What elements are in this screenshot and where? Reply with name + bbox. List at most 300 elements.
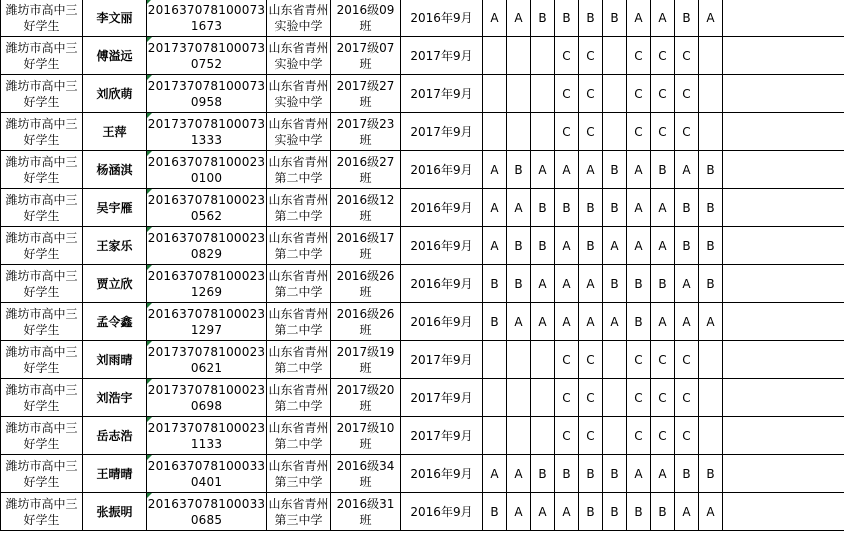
- student-id-line-1: 201637078100023: [147, 306, 266, 321]
- empty-cell[interactable]: [723, 227, 844, 265]
- grade-cell[interactable]: A: [555, 265, 579, 303]
- grade-cell[interactable]: B: [555, 189, 579, 227]
- empty-cell[interactable]: [723, 265, 844, 303]
- grade-cell[interactable]: [603, 379, 627, 417]
- grade-cell[interactable]: B: [507, 227, 531, 265]
- grade-cell[interactable]: [507, 417, 531, 455]
- student-id-line-1: 201637078100023: [147, 268, 266, 283]
- grade-cell[interactable]: [507, 75, 531, 113]
- school-cell[interactable]: [267, 303, 331, 341]
- table-row: [1, 37, 844, 75]
- class-cell[interactable]: 2016级09班: [331, 0, 401, 37]
- grade-cell[interactable]: [699, 417, 723, 455]
- grade-cell[interactable]: A: [483, 455, 507, 493]
- student-id-cell[interactable]: [147, 0, 267, 37]
- grade-cell[interactable]: B: [603, 265, 627, 303]
- grade-cell[interactable]: B: [579, 0, 603, 37]
- class-cell[interactable]: 2016级26班: [331, 303, 401, 341]
- cell-comment-marker-icon: [147, 113, 152, 118]
- honor-cell[interactable]: [1, 303, 83, 341]
- student-id-line-2: 0752: [190, 56, 223, 71]
- student-id-cell[interactable]: [147, 189, 267, 227]
- grade-cell[interactable]: [483, 75, 507, 113]
- grade-cell[interactable]: A: [531, 265, 555, 303]
- student-name-cell[interactable]: 孟令鑫: [83, 303, 147, 341]
- school-line-1: 山东省青州: [268, 230, 329, 245]
- grade-cell[interactable]: B: [483, 303, 507, 341]
- honor-cell[interactable]: [1, 493, 83, 531]
- grade-cell[interactable]: A: [627, 189, 651, 227]
- grade-cell[interactable]: B: [651, 265, 675, 303]
- student-name-cell[interactable]: 傅溢远: [83, 37, 147, 75]
- grade-cell[interactable]: C: [579, 417, 603, 455]
- school-cell[interactable]: [267, 75, 331, 113]
- enrollment-date-cell[interactable]: 2016年9月: [401, 493, 483, 531]
- grade-cell[interactable]: C: [651, 113, 675, 151]
- grade-cell[interactable]: B: [675, 189, 699, 227]
- student-id-cell[interactable]: [147, 493, 267, 531]
- table-row: [1, 227, 844, 265]
- enrollment-date-cell[interactable]: 2017年9月: [401, 417, 483, 455]
- grade-cell[interactable]: [603, 75, 627, 113]
- student-id-line-2: 1297: [190, 322, 223, 337]
- student-id-cell[interactable]: [147, 303, 267, 341]
- enrollment-date-cell[interactable]: 2016年9月: [401, 303, 483, 341]
- grade-cell[interactable]: A: [531, 151, 555, 189]
- student-id-line-1: 201737078100073: [147, 40, 266, 55]
- honor-cell[interactable]: [1, 113, 83, 151]
- grade-cell[interactable]: [699, 75, 723, 113]
- school-cell[interactable]: [267, 0, 331, 37]
- empty-cell[interactable]: [723, 0, 844, 37]
- grade-cell[interactable]: C: [675, 37, 699, 75]
- grade-cell[interactable]: B: [603, 151, 627, 189]
- grade-cell[interactable]: B: [675, 227, 699, 265]
- honor-cell[interactable]: [1, 75, 83, 113]
- grade-cell[interactable]: A: [603, 303, 627, 341]
- grade-cell[interactable]: B: [579, 493, 603, 531]
- grade-cell[interactable]: C: [675, 379, 699, 417]
- honor-line-2: 好学生: [23, 132, 60, 147]
- student-id-cell[interactable]: [147, 265, 267, 303]
- grade-cell[interactable]: A: [699, 493, 723, 531]
- grade-cell[interactable]: C: [627, 75, 651, 113]
- grade-cell[interactable]: B: [603, 493, 627, 531]
- grade-cell[interactable]: A: [651, 303, 675, 341]
- grade-cell[interactable]: A: [651, 0, 675, 37]
- grade-cell[interactable]: [699, 37, 723, 75]
- empty-cell[interactable]: [723, 303, 844, 341]
- school-cell[interactable]: [267, 113, 331, 151]
- grade-cell[interactable]: C: [555, 75, 579, 113]
- grade-cell[interactable]: B: [531, 0, 555, 37]
- grade-cell[interactable]: B: [555, 455, 579, 493]
- grade-cell[interactable]: A: [651, 189, 675, 227]
- student-id-line-1: 201737078100073: [147, 116, 266, 131]
- student-id-line-2: 1269: [190, 284, 223, 299]
- school-line-1: 山东省青州: [268, 420, 329, 435]
- grade-cell[interactable]: B: [627, 303, 651, 341]
- honor-cell[interactable]: [1, 189, 83, 227]
- grade-cell[interactable]: B: [603, 455, 627, 493]
- cell-comment-marker-icon: [147, 417, 152, 422]
- student-id-cell[interactable]: [147, 341, 267, 379]
- grade-cell[interactable]: A: [603, 227, 627, 265]
- grade-cell[interactable]: B: [699, 227, 723, 265]
- student-id-line-1: 201737078100023: [147, 382, 266, 397]
- student-name-cell[interactable]: 刘雨晴: [83, 341, 147, 379]
- school-line-2: 第二中学: [274, 322, 323, 337]
- student-id-cell[interactable]: [147, 455, 267, 493]
- grade-cell[interactable]: A: [675, 151, 699, 189]
- school-cell[interactable]: [267, 227, 331, 265]
- school-line-1: 山东省青州: [268, 116, 329, 131]
- student-id-cell[interactable]: [147, 113, 267, 151]
- school-line-1: 山东省青州: [268, 306, 329, 321]
- honor-cell[interactable]: [1, 341, 83, 379]
- grade-cell[interactable]: A: [675, 303, 699, 341]
- grade-cell[interactable]: [531, 379, 555, 417]
- grade-cell[interactable]: C: [555, 37, 579, 75]
- class-cell[interactable]: 2017级20班: [331, 379, 401, 417]
- empty-cell[interactable]: [723, 379, 844, 417]
- student-name-cell[interactable]: 王晴晴: [83, 455, 147, 493]
- grade-cell[interactable]: [603, 37, 627, 75]
- student-id-line-1: 201737078100073: [147, 78, 266, 93]
- grade-cell[interactable]: A: [627, 455, 651, 493]
- class-cell[interactable]: 2016级26班: [331, 265, 401, 303]
- grade-cell[interactable]: A: [555, 227, 579, 265]
- table-row: [1, 493, 844, 531]
- grade-cell[interactable]: B: [483, 493, 507, 531]
- empty-cell[interactable]: [723, 189, 844, 227]
- grade-cell[interactable]: C: [579, 113, 603, 151]
- grade-cell[interactable]: C: [627, 417, 651, 455]
- enrollment-date-cell[interactable]: 2016年9月: [401, 151, 483, 189]
- empty-cell[interactable]: [723, 417, 844, 455]
- honor-line-1: 潍坊市高中三: [5, 344, 78, 359]
- class-cell[interactable]: 2017级27班: [331, 75, 401, 113]
- empty-cell[interactable]: [723, 151, 844, 189]
- empty-cell[interactable]: [723, 37, 844, 75]
- grade-cell[interactable]: B: [483, 265, 507, 303]
- grade-cell[interactable]: B: [579, 227, 603, 265]
- grade-cell[interactable]: A: [579, 265, 603, 303]
- grade-cell[interactable]: C: [555, 379, 579, 417]
- table-row: [1, 341, 844, 379]
- enrollment-date-cell[interactable]: 2017年9月: [401, 37, 483, 75]
- student-id-line-1: 201637078100023: [147, 192, 266, 207]
- grade-cell[interactable]: C: [651, 75, 675, 113]
- enrollment-date-cell[interactable]: 2017年9月: [401, 113, 483, 151]
- empty-cell[interactable]: [723, 341, 844, 379]
- school-line-2: 实验中学: [274, 18, 323, 33]
- honor-line-2: 好学生: [23, 208, 60, 223]
- student-id-cell[interactable]: [147, 37, 267, 75]
- honor-cell[interactable]: [1, 151, 83, 189]
- student-id-line-2: 1133: [190, 436, 223, 451]
- grade-cell[interactable]: A: [507, 189, 531, 227]
- grade-cell[interactable]: C: [579, 341, 603, 379]
- grade-cell[interactable]: [507, 37, 531, 75]
- class-cell[interactable]: 2016级12班: [331, 189, 401, 227]
- school-cell[interactable]: [267, 37, 331, 75]
- honor-line-1: 潍坊市高中三: [5, 40, 78, 55]
- enrollment-date-cell[interactable]: 2016年9月: [401, 455, 483, 493]
- student-name-cell[interactable]: 贾立欣: [83, 265, 147, 303]
- grade-cell[interactable]: B: [579, 189, 603, 227]
- grade-cell[interactable]: B: [627, 265, 651, 303]
- cell-comment-marker-icon: [147, 75, 152, 80]
- grade-cell[interactable]: [483, 417, 507, 455]
- student-name-cell[interactable]: 刘欣萌: [83, 75, 147, 113]
- grade-cell[interactable]: B: [531, 227, 555, 265]
- student-id-line-2: 0562: [190, 208, 223, 223]
- grade-cell[interactable]: B: [555, 0, 579, 37]
- school-cell[interactable]: [267, 493, 331, 531]
- class-cell[interactable]: 2016级31班: [331, 493, 401, 531]
- grade-cell[interactable]: C: [651, 379, 675, 417]
- grade-cell[interactable]: C: [555, 341, 579, 379]
- grade-cell[interactable]: A: [699, 303, 723, 341]
- honor-line-1: 潍坊市高中三: [5, 496, 78, 511]
- class-cell[interactable]: 2016级34班: [331, 455, 401, 493]
- grade-cell[interactable]: [531, 341, 555, 379]
- class-cell[interactable]: 2017级07班: [331, 37, 401, 75]
- student-id-cell[interactable]: [147, 75, 267, 113]
- grade-cell[interactable]: B: [603, 189, 627, 227]
- grade-cell[interactable]: B: [603, 0, 627, 37]
- grade-cell[interactable]: C: [627, 37, 651, 75]
- grade-cell[interactable]: [603, 341, 627, 379]
- grade-cell[interactable]: B: [651, 493, 675, 531]
- grade-cell[interactable]: C: [675, 341, 699, 379]
- grade-cell[interactable]: C: [627, 113, 651, 151]
- grade-cell[interactable]: B: [651, 151, 675, 189]
- empty-cell[interactable]: [723, 75, 844, 113]
- school-cell[interactable]: [267, 265, 331, 303]
- grade-cell[interactable]: B: [507, 265, 531, 303]
- grade-cell[interactable]: A: [555, 151, 579, 189]
- student-name-cell[interactable]: 王萍: [83, 113, 147, 151]
- grade-cell[interactable]: C: [579, 37, 603, 75]
- grade-cell[interactable]: [483, 379, 507, 417]
- grade-cell[interactable]: A: [579, 151, 603, 189]
- cell-comment-marker-icon: [147, 493, 152, 498]
- grade-cell[interactable]: B: [675, 0, 699, 37]
- student-name-cell[interactable]: 李文丽: [83, 0, 147, 37]
- student-id-line-2: 1673: [190, 18, 223, 33]
- grade-cell[interactable]: B: [699, 265, 723, 303]
- grade-cell[interactable]: A: [483, 189, 507, 227]
- grade-cell[interactable]: B: [507, 151, 531, 189]
- empty-cell[interactable]: [723, 493, 844, 531]
- honor-cell[interactable]: [1, 379, 83, 417]
- honor-line-2: 好学生: [23, 436, 60, 451]
- grade-cell[interactable]: B: [699, 151, 723, 189]
- enrollment-date-cell[interactable]: 2016年9月: [401, 265, 483, 303]
- school-line-2: 实验中学: [274, 132, 323, 147]
- table-row: [1, 265, 844, 303]
- table-row: [1, 151, 844, 189]
- school-line-2: 第二中学: [274, 436, 323, 451]
- class-cell[interactable]: 2017级19班: [331, 341, 401, 379]
- school-cell[interactable]: [267, 189, 331, 227]
- honor-cell[interactable]: [1, 0, 83, 37]
- student-id-cell[interactable]: [147, 379, 267, 417]
- school-line-2: 第三中学: [274, 512, 323, 527]
- honor-line-1: 潍坊市高中三: [5, 420, 78, 435]
- grade-cell[interactable]: B: [675, 455, 699, 493]
- student-id-line-1: 201637078100033: [147, 496, 266, 511]
- grade-cell[interactable]: C: [627, 379, 651, 417]
- grade-cell[interactable]: [483, 37, 507, 75]
- grade-cell[interactable]: C: [651, 37, 675, 75]
- class-cell[interactable]: 2017级23班: [331, 113, 401, 151]
- enrollment-date-cell[interactable]: 2016年9月: [401, 0, 483, 37]
- enrollment-date-cell[interactable]: 2017年9月: [401, 75, 483, 113]
- grade-cell[interactable]: B: [579, 455, 603, 493]
- grade-cell[interactable]: B: [627, 493, 651, 531]
- enrollment-date-cell[interactable]: 2017年9月: [401, 341, 483, 379]
- enrollment-date-cell[interactable]: 2016年9月: [401, 227, 483, 265]
- grade-cell[interactable]: [531, 37, 555, 75]
- student-name-cell[interactable]: 吴宇雁: [83, 189, 147, 227]
- honor-line-2: 好学生: [23, 512, 60, 527]
- grade-cell[interactable]: A: [483, 227, 507, 265]
- table-row: [1, 379, 844, 417]
- school-cell[interactable]: [267, 151, 331, 189]
- grade-cell[interactable]: [507, 341, 531, 379]
- grade-cell[interactable]: A: [531, 303, 555, 341]
- grade-cell[interactable]: C: [579, 75, 603, 113]
- school-cell[interactable]: [267, 455, 331, 493]
- grade-cell[interactable]: A: [531, 493, 555, 531]
- grade-cell[interactable]: A: [507, 0, 531, 37]
- student-id-line-1: 201637078100033: [147, 458, 266, 473]
- grade-cell[interactable]: C: [651, 417, 675, 455]
- school-cell[interactable]: [267, 417, 331, 455]
- school-line-1: 山东省青州: [268, 78, 329, 93]
- honor-cell[interactable]: [1, 417, 83, 455]
- grade-cell[interactable]: C: [579, 379, 603, 417]
- grade-cell[interactable]: A: [651, 227, 675, 265]
- grade-cell[interactable]: C: [627, 341, 651, 379]
- student-name-cell[interactable]: 杨涵淇: [83, 151, 147, 189]
- honor-line-1: 潍坊市高中三: [5, 2, 78, 17]
- school-line-2: 第二中学: [274, 170, 323, 185]
- student-name-cell[interactable]: 岳志浩: [83, 417, 147, 455]
- grade-cell[interactable]: [699, 379, 723, 417]
- grade-cell[interactable]: [603, 113, 627, 151]
- grade-cell[interactable]: B: [699, 189, 723, 227]
- grade-cell[interactable]: A: [483, 151, 507, 189]
- grade-cell[interactable]: [699, 341, 723, 379]
- cell-comment-marker-icon: [147, 379, 152, 384]
- cell-comment-marker-icon: [147, 341, 152, 346]
- class-cell[interactable]: 2017级10班: [331, 417, 401, 455]
- grade-cell[interactable]: [531, 417, 555, 455]
- student-id-cell[interactable]: [147, 227, 267, 265]
- grade-cell[interactable]: C: [675, 113, 699, 151]
- student-name-cell[interactable]: 刘浩宇: [83, 379, 147, 417]
- honor-line-1: 潍坊市高中三: [5, 458, 78, 473]
- honor-cell[interactable]: [1, 455, 83, 493]
- grade-cell[interactable]: A: [555, 303, 579, 341]
- student-id-cell[interactable]: [147, 417, 267, 455]
- grade-cell[interactable]: C: [675, 417, 699, 455]
- grade-cell[interactable]: A: [555, 493, 579, 531]
- student-name-cell[interactable]: 张振明: [83, 493, 147, 531]
- grade-cell[interactable]: A: [579, 303, 603, 341]
- grade-cell[interactable]: C: [675, 75, 699, 113]
- enrollment-date-cell[interactable]: 2016年9月: [401, 189, 483, 227]
- grade-cell[interactable]: A: [483, 0, 507, 37]
- grade-cell[interactable]: A: [675, 265, 699, 303]
- school-cell[interactable]: [267, 379, 331, 417]
- grade-cell[interactable]: [507, 113, 531, 151]
- grade-cell[interactable]: A: [507, 303, 531, 341]
- school-line-1: 山东省青州: [268, 496, 329, 511]
- honor-cell[interactable]: [1, 37, 83, 75]
- grade-cell[interactable]: [531, 75, 555, 113]
- honor-line-1: 潍坊市高中三: [5, 116, 78, 131]
- empty-cell[interactable]: [723, 455, 844, 493]
- grade-cell[interactable]: [483, 341, 507, 379]
- honor-line-2: 好学生: [23, 246, 60, 261]
- grade-cell[interactable]: C: [555, 113, 579, 151]
- school-cell[interactable]: [267, 341, 331, 379]
- student-id-line-1: 201737078100023: [147, 420, 266, 435]
- table-row: [1, 303, 844, 341]
- student-id-line-2: 0100: [190, 170, 223, 185]
- grade-cell[interactable]: A: [507, 455, 531, 493]
- grade-cell[interactable]: A: [627, 227, 651, 265]
- grade-cell[interactable]: [507, 379, 531, 417]
- grade-cell[interactable]: A: [675, 493, 699, 531]
- honor-line-2: 好学生: [23, 474, 60, 489]
- empty-cell[interactable]: [723, 113, 844, 151]
- grade-cell[interactable]: [483, 113, 507, 151]
- grade-cell[interactable]: [699, 113, 723, 151]
- student-id-line-1: 201737078100023: [147, 344, 266, 359]
- grade-cell[interactable]: C: [651, 341, 675, 379]
- grade-cell[interactable]: C: [555, 417, 579, 455]
- grade-cell[interactable]: [603, 417, 627, 455]
- grade-cell[interactable]: A: [651, 455, 675, 493]
- student-name-cell[interactable]: 王家乐: [83, 227, 147, 265]
- student-id-line-1: 201637078100023: [147, 154, 266, 169]
- honor-cell[interactable]: [1, 265, 83, 303]
- grade-cell[interactable]: B: [531, 189, 555, 227]
- cell-comment-marker-icon: [147, 227, 152, 232]
- table-row: [1, 0, 844, 37]
- grade-cell[interactable]: A: [507, 493, 531, 531]
- grade-cell[interactable]: A: [627, 151, 651, 189]
- class-cell[interactable]: 2016级27班: [331, 151, 401, 189]
- honor-line-1: 潍坊市高中三: [5, 154, 78, 169]
- grade-cell[interactable]: B: [531, 455, 555, 493]
- school-line-2: 第二中学: [274, 284, 323, 299]
- enrollment-date-cell[interactable]: 2017年9月: [401, 379, 483, 417]
- grade-cell[interactable]: A: [627, 0, 651, 37]
- grade-cell[interactable]: [531, 113, 555, 151]
- honor-cell[interactable]: [1, 227, 83, 265]
- grade-cell[interactable]: B: [699, 455, 723, 493]
- class-cell[interactable]: 2016级17班: [331, 227, 401, 265]
- student-id-cell[interactable]: [147, 151, 267, 189]
- grade-cell[interactable]: A: [699, 0, 723, 37]
